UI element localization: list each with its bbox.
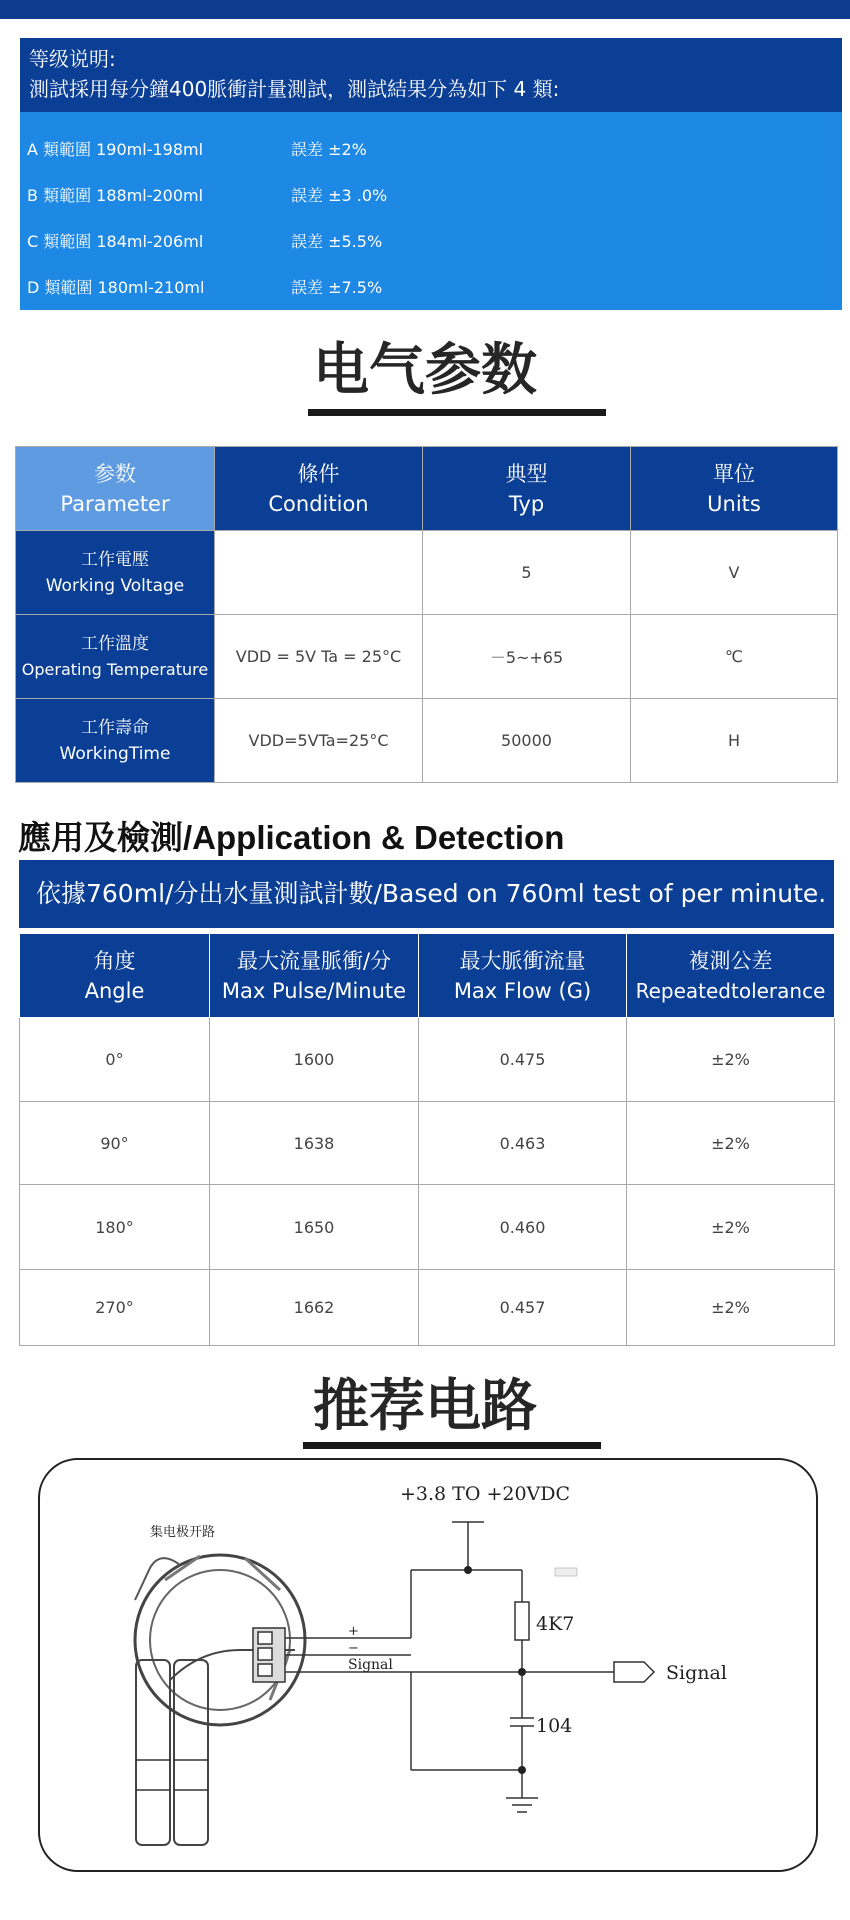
tolerance-cell: ±2%: [627, 1018, 835, 1102]
typ-cell: －5~+65: [423, 615, 631, 699]
row-label-zh: 工作電壓: [81, 549, 149, 570]
circuit-title: 推荐电路: [313, 1374, 537, 1439]
capacitor-label: 104: [536, 1715, 573, 1737]
header-zh: 角度: [93, 948, 136, 973]
grade-error: 誤差 ±7.5%: [291, 277, 383, 297]
tolerance-cell: ±2%: [627, 1102, 835, 1185]
grade-range: B 類範圍 188ml-200ml: [27, 185, 204, 205]
header-en: Condition: [268, 491, 369, 516]
typ-cell: 5: [423, 531, 631, 615]
table-row: [20, 1018, 835, 1102]
row-label-en: WorkingTime: [59, 743, 171, 764]
row-label-en: Working Voltage: [45, 575, 185, 596]
grade-error: 誤差 ±5.5%: [291, 231, 383, 251]
table-header-row: [16, 447, 838, 531]
header-cell: [423, 447, 631, 531]
header-zh: 條件: [297, 461, 340, 486]
resistor-label: 4K7: [536, 1613, 575, 1635]
supply-label: +3.8 TO +20VDC: [400, 1483, 571, 1505]
flow-cell: 0.460: [419, 1185, 627, 1270]
row-label-zh: 工作壽命: [81, 717, 149, 738]
unit-cell: V: [631, 531, 838, 615]
plus-label: +: [348, 1624, 359, 1639]
grade-error: 誤差 ±3 .0%: [291, 185, 388, 205]
table-row: [20, 1102, 835, 1185]
header-zh: 最大流量脈衝/分: [236, 948, 392, 973]
grade-range: C 類範圍 184ml-206ml: [27, 231, 204, 251]
header-cell: [210, 934, 419, 1018]
open-collector-label: 集电极开路: [150, 1525, 216, 1540]
table-row: [20, 1185, 835, 1270]
electrical-title-underline: [308, 409, 606, 416]
application-banner: 依據760ml/分出水量測試計數/Based on 760ml test of per minute.: [19, 860, 834, 928]
table-row: [16, 699, 838, 783]
pulse-cell: 1600: [210, 1018, 419, 1102]
flow-cell: 0.463: [419, 1102, 627, 1185]
table-row: [16, 531, 838, 615]
application-heading: 應用及檢測/Application & Detection: [18, 819, 565, 856]
table-row: [20, 1270, 835, 1346]
row-label: [16, 615, 215, 699]
grade-panel: [20, 38, 842, 310]
header-en: Angle: [84, 978, 145, 1003]
grade-header: [20, 38, 842, 112]
circuit-svg: [40, 1460, 816, 1870]
header-cell: [16, 447, 215, 531]
application-table: [19, 933, 835, 1346]
header-zh: 最大脈衝流量: [459, 948, 586, 973]
row-label-en: Operating Temperature: [21, 659, 209, 679]
flow-cell: 0.457: [419, 1270, 627, 1346]
grade-row: [20, 217, 842, 263]
flow-sensor-icon: [135, 1555, 305, 1845]
condition-cell: VDD = 5V Ta = 25°C: [215, 615, 423, 699]
header-cell: [20, 934, 210, 1018]
header-cell: [419, 934, 627, 1018]
header-cell: [215, 447, 423, 531]
condition-cell: [215, 531, 423, 615]
grade-row: [20, 263, 842, 309]
unit-cell: H: [631, 699, 838, 783]
pulse-cell: 1638: [210, 1102, 419, 1185]
signal-wire-label: Signal: [348, 1657, 393, 1673]
grade-range: D 類範圍 180ml-210ml: [27, 277, 205, 297]
pulse-cell: 1650: [210, 1185, 419, 1270]
grade-row: [20, 171, 842, 217]
electrical-table: [15, 446, 838, 783]
electrical-title: 电气参数: [313, 338, 537, 403]
header-en: Typ: [508, 491, 545, 516]
grade-subtitle: 測試採用每分鐘400脈衝計量測試，測試結果分為如下 4 類:: [29, 77, 560, 101]
angle-cell: 0°: [20, 1018, 210, 1102]
table-header-row: [20, 934, 835, 1018]
circuit-diagram: [38, 1458, 818, 1872]
row-label-zh: 工作溫度: [81, 633, 149, 654]
grade-range: A 類範圍 190ml-198ml: [27, 139, 204, 159]
header-en: Max Pulse/Minute: [221, 978, 407, 1003]
row-label: [16, 699, 215, 783]
circuit-title-underline: [303, 1442, 601, 1449]
tolerance-cell: ±2%: [627, 1185, 835, 1270]
angle-cell: 270°: [20, 1270, 210, 1346]
signal-output-label: Signal: [666, 1662, 727, 1684]
condition-cell: VDD=5VTa=25°C: [215, 699, 423, 783]
table-row: [16, 615, 838, 699]
angle-cell: 90°: [20, 1102, 210, 1185]
pulse-cell: 1662: [210, 1270, 419, 1346]
top-bar: [0, 0, 850, 19]
unit-cell: ℃: [631, 615, 838, 699]
header-en: Max Flow (G): [453, 978, 592, 1003]
header-zh: 複測公差: [688, 948, 773, 973]
angle-cell: 180°: [20, 1185, 210, 1270]
grade-title: 等级说明:: [29, 47, 116, 71]
header-cell: [627, 934, 835, 1018]
minus-label: −: [348, 1641, 359, 1656]
grade-error: 誤差 ±2%: [291, 139, 367, 159]
grade-row: [20, 125, 842, 171]
header-zh: 單位: [713, 461, 755, 486]
tolerance-cell: ±2%: [627, 1270, 835, 1346]
grade-list: [20, 112, 842, 310]
row-label: [16, 531, 215, 615]
header-en: Repeatedtolerance: [635, 978, 826, 1003]
header-zh: 参数: [94, 461, 136, 486]
header-cell: [631, 447, 838, 531]
flow-cell: 0.475: [419, 1018, 627, 1102]
typ-cell: 50000: [423, 699, 631, 783]
header-en: Units: [707, 491, 761, 516]
header-zh: 典型: [505, 461, 548, 486]
header-en: Parameter: [60, 491, 170, 516]
